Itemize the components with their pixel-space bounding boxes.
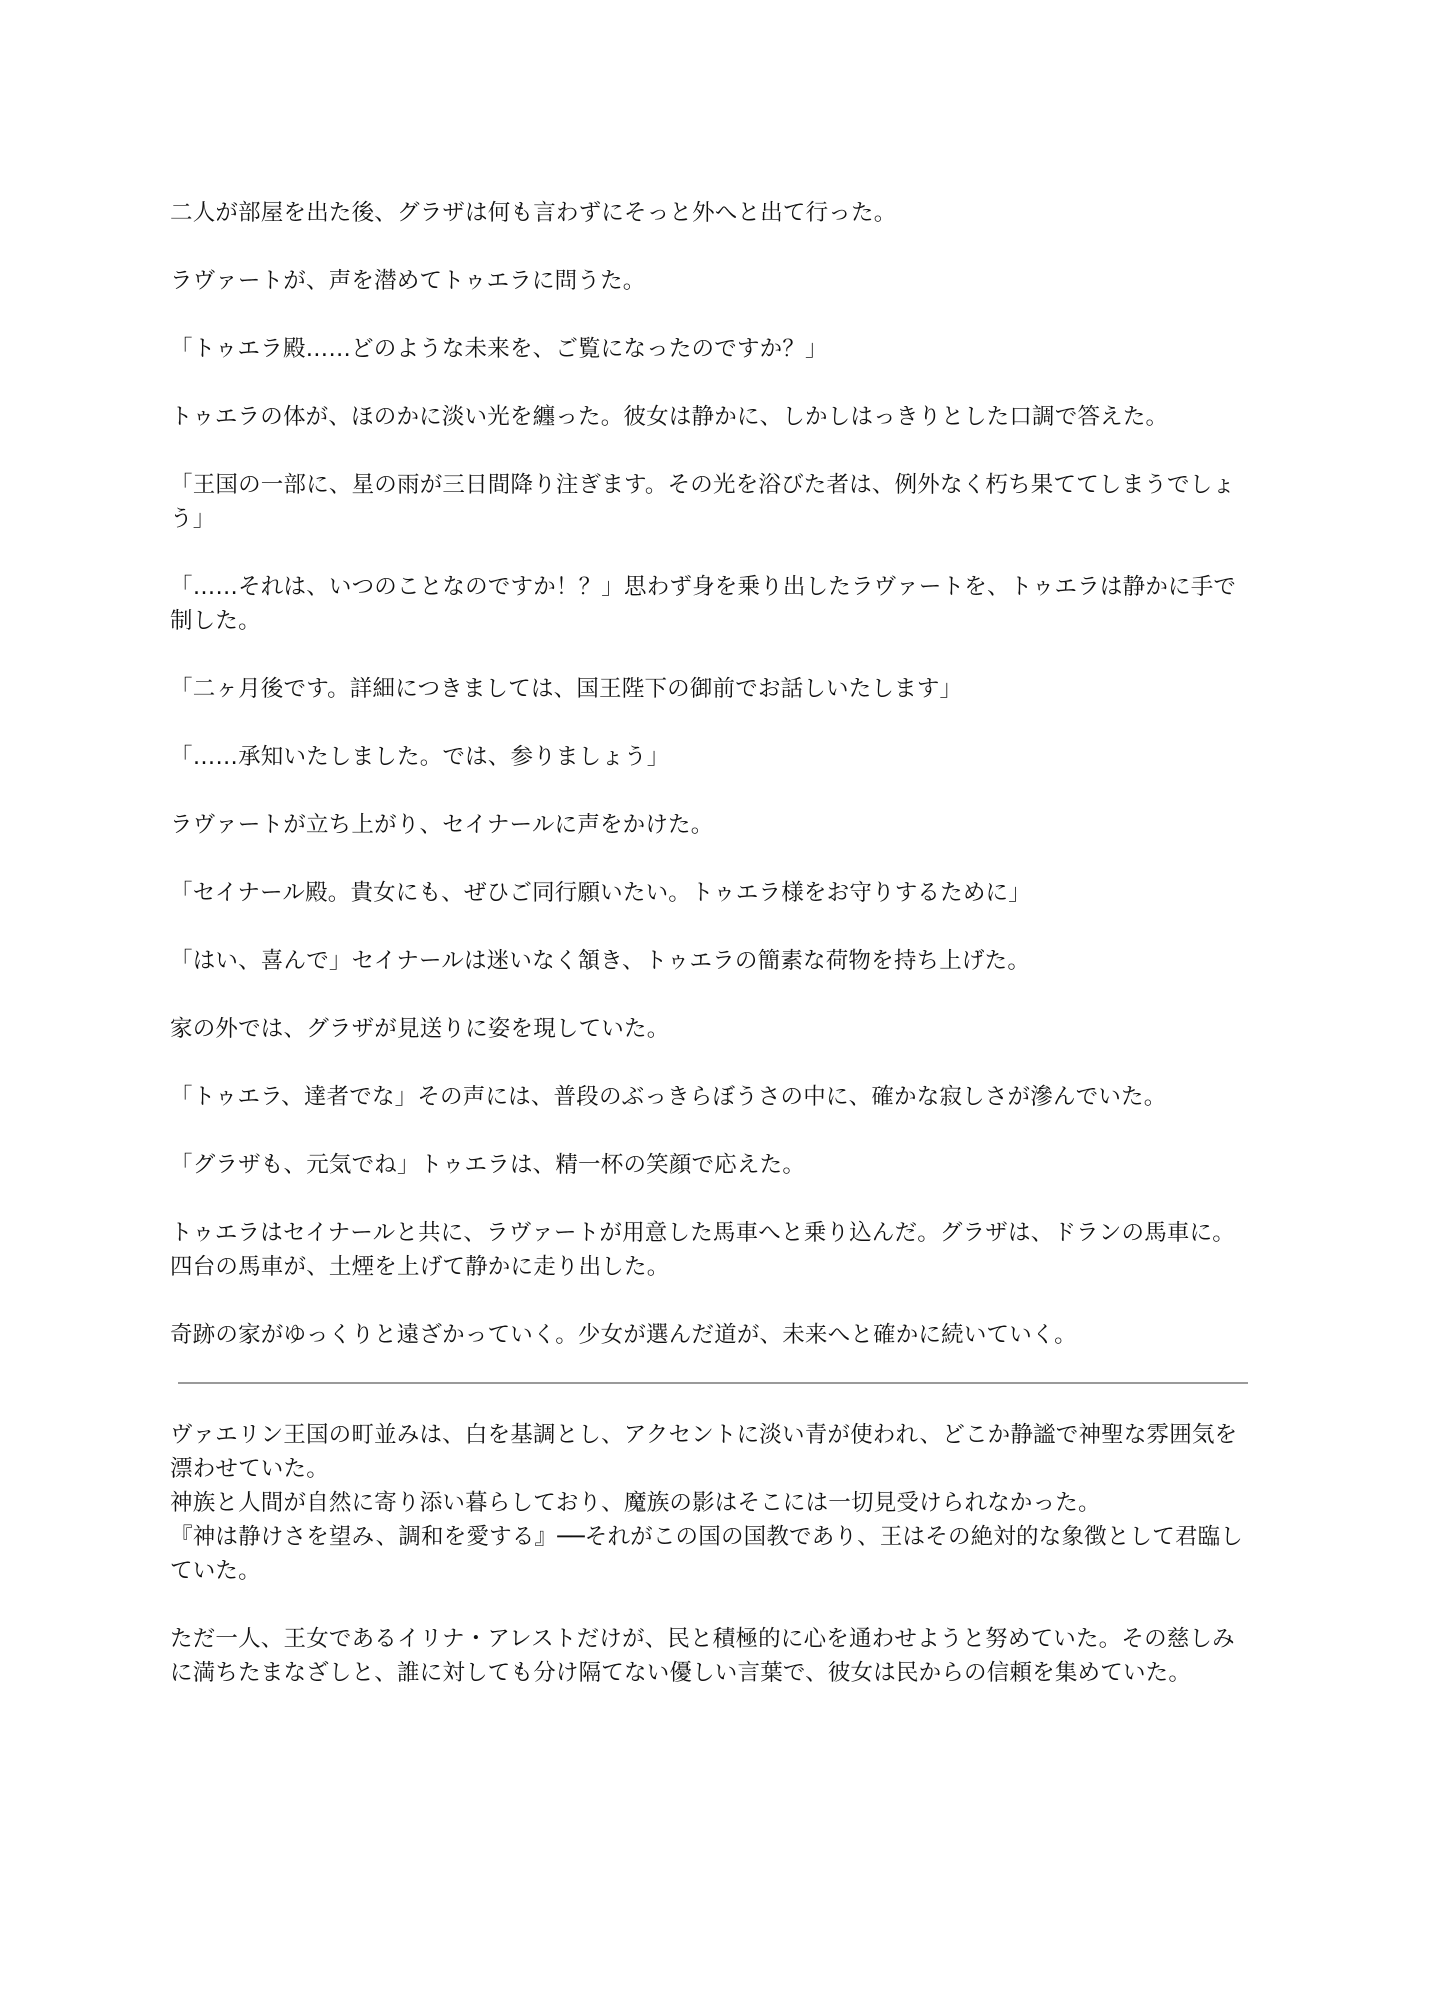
paragraph: トゥエラの体が、ほのかに淡い光を纏った。彼女は静かに、しかしはっきりとした口調で答えた。 xyxy=(170,404,1169,430)
paragraph: 二人が部屋を出た後、グラザは何も言わずにそっと外へと出て行った。 xyxy=(170,200,897,226)
paragraph: ヴァエリン王国の町並みは、白を基調とし、アクセントに淡い青が使われ、どこか静謐で神聖な雰囲気を漂わせていた。 xyxy=(170,1422,1238,1482)
dialogue-paragraph: 「……承知いたしました。では、参りましょう」 xyxy=(170,744,670,770)
dialogue-paragraph: 「トゥエラ殿……どのような未来を、ご覧になったのですか？」 xyxy=(170,336,828,362)
paragraph: 家の外では、グラザが見送りに姿を現していた。 xyxy=(170,1016,670,1042)
dialogue-paragraph: 「王国の一部に、星の雨が三日間降り注ぎます。その光を浴びた者は、例外なく朽ち果ててしまうでしょう」 xyxy=(170,472,1236,532)
paragraph: トゥエラはセイナールと共に、ラヴァートが用意した馬車へと乗り込んだ。グラザは、ドランの馬車に。四台の馬車が、土煙を上げて静かに走り出した。 xyxy=(170,1220,1235,1280)
paragraph: ラヴァートが立ち上がり、セイナールに声をかけた。 xyxy=(170,812,714,838)
dialogue-paragraph: 「グラザも、元気でね」トゥエラは、精一杯の笑顔で応えた。 xyxy=(170,1152,806,1178)
paragraph: ラヴァートが、声を潜めてトゥエラに問うた。 xyxy=(170,268,646,294)
paragraph: 神族と人間が自然に寄り添い暮らしており、魔族の影はそこには一切見受けられなかった。 xyxy=(170,1490,1101,1516)
document-body xyxy=(170,196,1245,1690)
paragraph: ただ一人、王女であるイリナ・アレストだけが、民と積極的に心を通わせようと努めていた。その慈しみに満ちたまなざしと、誰に対しても分け隔てない優しい言葉で、彼女は民からの信頼を集めていた。 xyxy=(170,1626,1235,1686)
paragraph: 奇跡の家がゆっくりと遠ざかっていく。少女が選んだ道が、未来へと確かに続いていく。 xyxy=(170,1322,1077,1348)
paragraph: 『神は静けさを望み、調和を愛する』──それがこの国の国教であり、王はその絶対的な象徴として君臨していた。 xyxy=(170,1524,1244,1584)
dialogue-paragraph: 「……それは、いつのことなのですか！？」思わず身を乗り出したラヴァートを、トゥエラは静かに手で制した。 xyxy=(170,574,1237,634)
dialogue-paragraph: 「セイナール殿。貴女にも、ぜひご同行願いたい。トゥエラ様をお守りするために」 xyxy=(170,880,1031,906)
dialogue-paragraph: 「トゥエラ、達者でな」その声には、普段のぶっきらぼうさの中に、確かな寂しさが滲んでいた。 xyxy=(170,1084,1167,1110)
section-divider xyxy=(178,1382,1248,1384)
dialogue-paragraph: 「はい、喜んで」セイナールは迷いなく頷き、トゥエラの簡素な荷物を持ち上げた。 xyxy=(170,948,1031,974)
dialogue-paragraph: 「二ヶ月後です。詳細につきましては、国王陛下の御前でお話しいたします」 xyxy=(170,676,963,702)
